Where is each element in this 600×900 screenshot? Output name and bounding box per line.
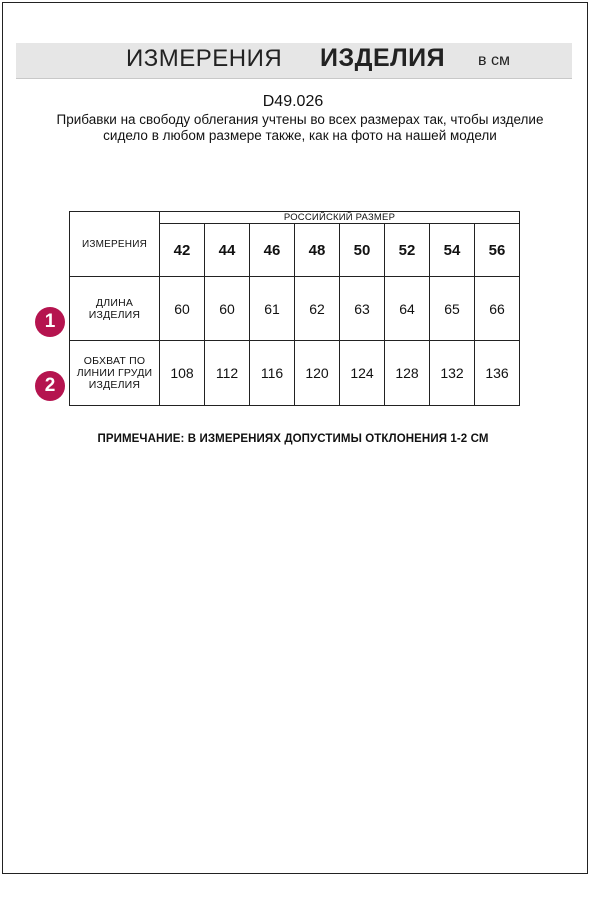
row-number-badge-1: 1 (35, 307, 65, 337)
size-header-cell: 46 (250, 224, 295, 277)
table-cell: 128 (385, 341, 430, 406)
title-measurements: ИЗМЕРЕНИЯ (126, 45, 283, 72)
table-cell: 63 (340, 277, 385, 341)
table-cell: 62 (295, 277, 340, 341)
size-header-cell: 54 (430, 224, 475, 277)
size-header-cell: 56 (475, 224, 520, 277)
fit-description: Прибавки на свободу облегания учтены во всех размерах так, чтобы изделие сидело в любом размере также, как на фото на нашей модели (56, 112, 544, 143)
size-header-cell: 52 (385, 224, 430, 277)
row-label-chest (70, 341, 160, 406)
title-garment: ИЗДЕЛИЯ (320, 44, 446, 72)
table-cell: 116 (250, 341, 295, 406)
row-number-badge-2: 2 (35, 371, 65, 401)
title-unit: в см (478, 52, 510, 69)
size-group-header: РОССИЙСКИЙ РАЗМЕР (160, 212, 520, 224)
table-cell: 124 (340, 341, 385, 406)
row-label-length (70, 277, 160, 341)
tolerance-note: ПРИМЕЧАНИЕ: В ИЗМЕРЕНИЯХ ДОПУСТИМЫ ОТКЛОНЕНИЯ 1-2 СМ (97, 433, 489, 445)
table-cell: 66 (475, 277, 520, 341)
table-row-length (70, 277, 520, 341)
table-cell: 132 (430, 341, 475, 406)
table-cell: 108 (160, 341, 205, 406)
table-cell: 61 (250, 277, 295, 341)
row-label-line: ИЗДЕЛИЯ (88, 308, 141, 321)
size-table (69, 211, 520, 406)
table-cell: 60 (205, 277, 250, 341)
row-label-line: ДЛИНА (95, 296, 134, 309)
size-header-cell: 50 (340, 224, 385, 277)
table-row-chest (70, 341, 520, 406)
table-cell: 64 (385, 277, 430, 341)
row-label-line: ЛИНИИ ГРУДИ (76, 367, 153, 379)
table-cell: 120 (295, 341, 340, 406)
size-header-cell: 48 (295, 224, 340, 277)
measurements-header: ИЗМЕРЕНИЯ (70, 212, 160, 277)
row-label-line: ИЗДЕЛИЯ (88, 379, 141, 391)
article-number: D49.026 (262, 93, 324, 110)
table-cell: 136 (475, 341, 520, 406)
table-cell: 112 (205, 341, 250, 406)
size-header-cell: 44 (205, 224, 250, 277)
row-label-line: ОБХВАТ ПО (83, 355, 146, 367)
table-cell: 65 (430, 277, 475, 341)
table-cell: 60 (160, 277, 205, 341)
size-header-cell: 42 (160, 224, 205, 277)
